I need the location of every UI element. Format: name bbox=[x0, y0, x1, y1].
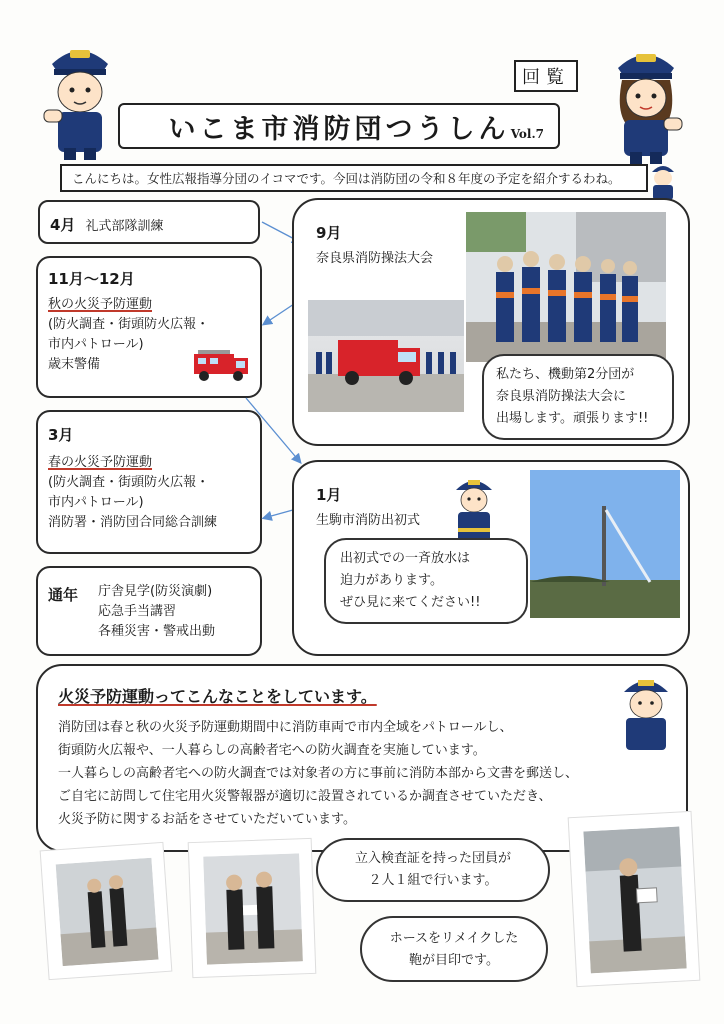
nov-dec-line-2: (防火調査・街頭防火広報・ bbox=[48, 317, 210, 332]
volume-label: Vol.7 bbox=[510, 127, 544, 141]
campaign-bubble1-line-1: 立入検査証を持った団員が bbox=[354, 851, 511, 866]
april-event: 礼式部隊訓練 bbox=[85, 219, 164, 234]
september-bubble-line-3: 出場します。頑張ります!! bbox=[496, 411, 649, 426]
yearround-line-1: 庁舎見学(防災演劇) bbox=[98, 584, 213, 599]
campaign-heading: 火災予防運動ってこんなことをしています。 bbox=[58, 687, 377, 706]
campaign-body-line-5: 火災予防に関するお話をさせていただいています。 bbox=[58, 812, 356, 827]
september-bubble-line-2: 奈良県消防操法大会に bbox=[496, 389, 627, 404]
inspection-photo-1 bbox=[40, 842, 173, 980]
firefighter-campaign-icon bbox=[616, 670, 676, 754]
january-bubble-line-1: 出初式での一斉放水は bbox=[340, 551, 471, 566]
inspection-photo-2 bbox=[188, 838, 317, 978]
september-month: 9月 bbox=[316, 224, 342, 242]
campaign-bubble2-line-1: ホースをリメイクした bbox=[389, 931, 519, 946]
april-month: 4月 bbox=[50, 216, 76, 234]
march-line-2: (防火調査・街頭防火広報・ bbox=[48, 475, 210, 490]
september-event: 奈良県消防操法大会 bbox=[316, 251, 434, 266]
campaign-bubble2-line-2: 鞄が目印です。 bbox=[409, 953, 499, 968]
yearround-month: 通年 bbox=[48, 586, 79, 604]
january-bubble-line-2: 迫力があります。 bbox=[340, 573, 443, 588]
campaign-body-line-1: 消防団は春と秋の火災予防運動期間中に消防車両で市内全域をパトロールし、 bbox=[58, 720, 513, 735]
circulation-badge: 回覧 bbox=[514, 60, 578, 92]
january-box bbox=[292, 460, 690, 656]
march-line-4: 消防署・消防団合同総合訓練 bbox=[48, 515, 218, 530]
inspection-photo-3 bbox=[568, 811, 701, 987]
dezomeshiki-photo bbox=[530, 470, 680, 618]
nov-dec-line-1: 秋の火災予防運動 bbox=[48, 297, 153, 312]
yearround-line-2: 応急手当講習 bbox=[98, 604, 177, 619]
march-line-3: 市内パトロール) bbox=[48, 495, 144, 510]
yearround-line-3: 各種災害・警戒出動 bbox=[98, 624, 216, 639]
september-box bbox=[292, 198, 690, 446]
drill-photo-team bbox=[466, 212, 666, 362]
campaign-body-line-4: ご自宅に訪問して住宅用火災警報器が適切に設置されているか調査させていただき、 bbox=[58, 789, 552, 804]
page-title: いこま市消防団つうしん bbox=[168, 113, 510, 145]
september-bubble-line-1: 私たち、機動第2分団が bbox=[496, 367, 635, 382]
campaign-speech-bubble-1 bbox=[316, 838, 550, 902]
campaign-speech-bubble-2 bbox=[360, 916, 548, 982]
nov-dec-line-3: 市内パトロール) bbox=[48, 337, 144, 352]
january-speech-bubble bbox=[324, 538, 528, 624]
nov-dec-line-4: 歳末警備 bbox=[48, 357, 101, 372]
nov-dec-month: 11月～12月 bbox=[48, 270, 135, 288]
greeting-text: こんにちは。女性広報指導分団のイコマです。今回は消防団の令和８年度の予定を紹介するわね。 bbox=[72, 171, 621, 186]
campaign-bubble1-line-2: ２人１組で行います。 bbox=[368, 873, 498, 888]
campaign-body-line-2: 街頭防火広報や、一人暮らしの高齢者宅への防火調査を実施しています。 bbox=[58, 743, 486, 758]
january-month: 1月 bbox=[316, 486, 342, 504]
campaign-body-line-3: 一人暮らしの高齢者宅への防火調査では対象者の方に事前に消防本部から文書を郵送し、 bbox=[58, 766, 579, 781]
september-speech-bubble bbox=[482, 354, 674, 440]
march-line-1: 春の火災予防運動 bbox=[48, 455, 153, 470]
drill-photo-truck bbox=[308, 300, 464, 412]
january-event: 生駒市消防出初式 bbox=[316, 513, 421, 528]
january-bubble-line-3: ぜひ見に来てください!! bbox=[340, 595, 481, 610]
march-month: 3月 bbox=[48, 426, 74, 444]
